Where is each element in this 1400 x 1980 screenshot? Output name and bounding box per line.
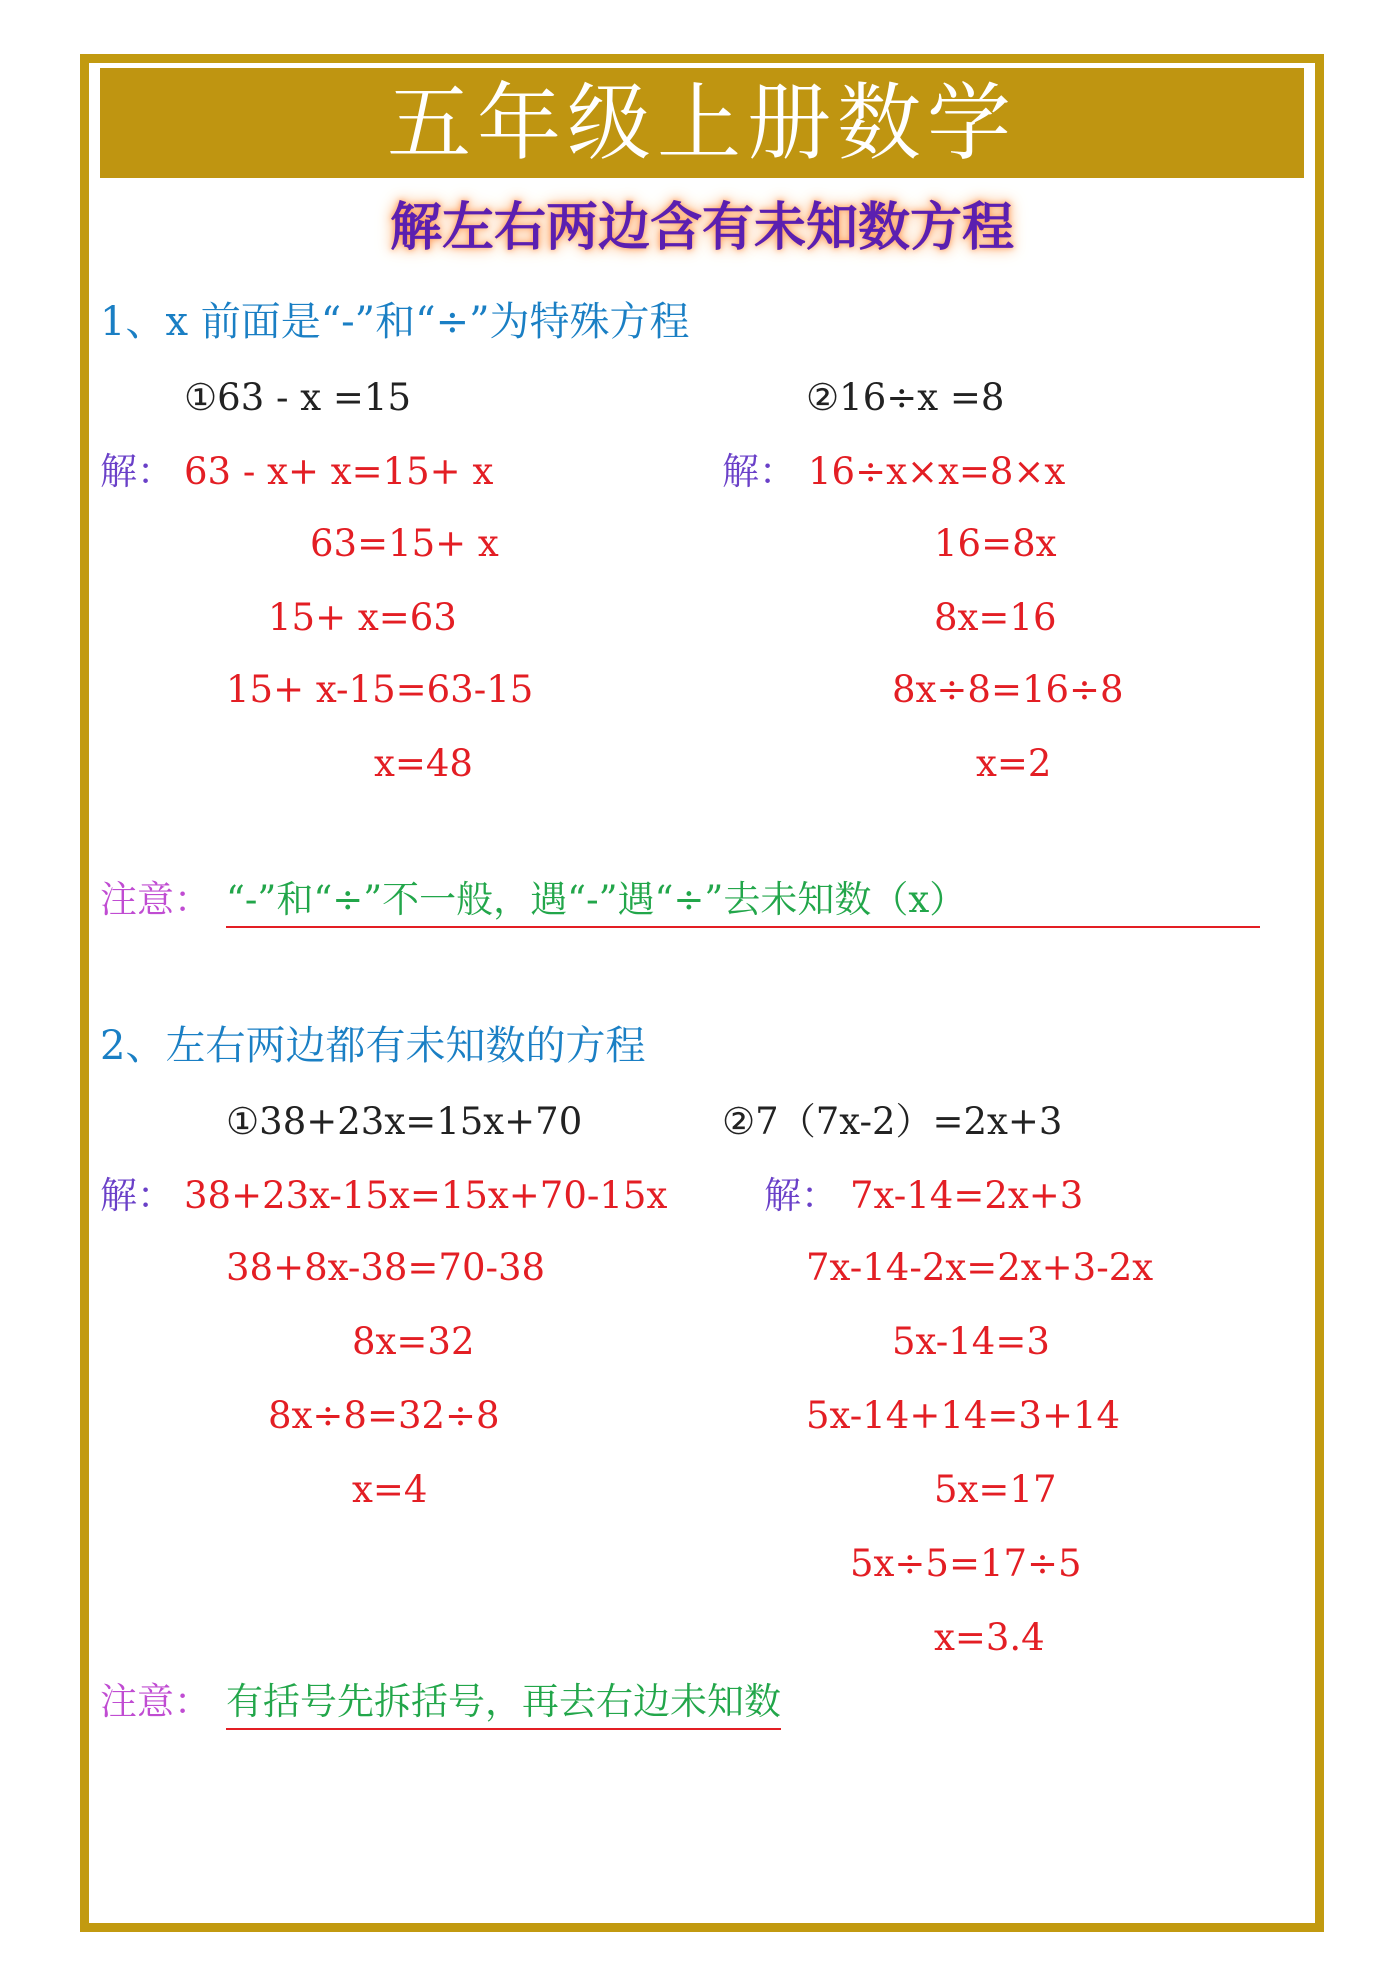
section1-solve-label-b: 解： [722, 450, 796, 493]
section2-step-b-2: 7x-14-2x=2x+3-2x [806, 1246, 1154, 1289]
section1-step-b-2: 16=8x [934, 522, 1057, 565]
section1-problem-b: ②16÷x =8 [806, 376, 1005, 419]
section2-note-text: 有括号先拆括号，再去右边未知数 [226, 1678, 781, 1730]
section2-heading: 2、左右两边都有未知数的方程 [100, 1023, 646, 1069]
section2-solve-label-a: 解： [100, 1174, 174, 1217]
section2-step-b-4: 5x-14+14=3+14 [806, 1394, 1121, 1437]
section1-step-a-4: 15+ x-15=63-15 [226, 668, 534, 711]
section2-problem-a: ①38+23x=15x+70 [226, 1100, 583, 1143]
section1-heading: 1、x 前面是“-”和“÷”为特殊方程 [100, 299, 690, 345]
section1-solve-label-a: 解： [100, 450, 174, 493]
section2-problem-b: ②7（7x-2）=2x+3 [722, 1100, 1063, 1143]
section2-step-a-4: 8x÷8=32÷8 [268, 1394, 500, 1437]
section1-step-a-3: 15+ x=63 [268, 596, 457, 639]
section2-step-b-7: x=3.4 [934, 1616, 1045, 1659]
section2-step-b-1: 7x-14=2x+3 [850, 1174, 1084, 1217]
section2-step-b-3: 5x-14=3 [892, 1320, 1050, 1363]
section1-note-label: 注意： [100, 878, 211, 921]
section1-note-text: “-”和“÷”不一般，遇“-”遇“÷”去未知数（x） [226, 876, 1260, 928]
section1-step-b-1: 16÷x×x=8×x [808, 450, 1066, 493]
section2-step-b-6: 5x÷5=17÷5 [850, 1542, 1082, 1585]
section1-problem-a: ①63 - x =15 [184, 376, 411, 419]
page-title: 五年级上册数学 [100, 68, 1304, 178]
section2-step-a-5: x=4 [352, 1468, 428, 1511]
section1-step-b-4: 8x÷8=16÷8 [892, 668, 1124, 711]
section2-solve-label-b: 解： [764, 1174, 838, 1217]
section1-step-a-5: x=48 [374, 742, 473, 785]
section2-step-b-5: 5x=17 [934, 1468, 1057, 1511]
page-subtitle: 解左右两边含有未知数方程 [389, 197, 1014, 258]
section2-step-a-1: 38+23x-15x=15x+70-15x [184, 1174, 668, 1217]
section2-step-a-3: 8x=32 [352, 1320, 475, 1363]
section1-step-a-1: 63 - x+ x=15+ x [184, 450, 494, 493]
section1-step-b-3: 8x=16 [934, 596, 1057, 639]
section2-note-label: 注意： [100, 1680, 211, 1723]
section1-step-b-5: x=2 [976, 742, 1052, 785]
section1-step-a-2: 63=15+ x [310, 522, 499, 565]
section2-step-a-2: 38+8x-38=70-38 [226, 1246, 546, 1289]
